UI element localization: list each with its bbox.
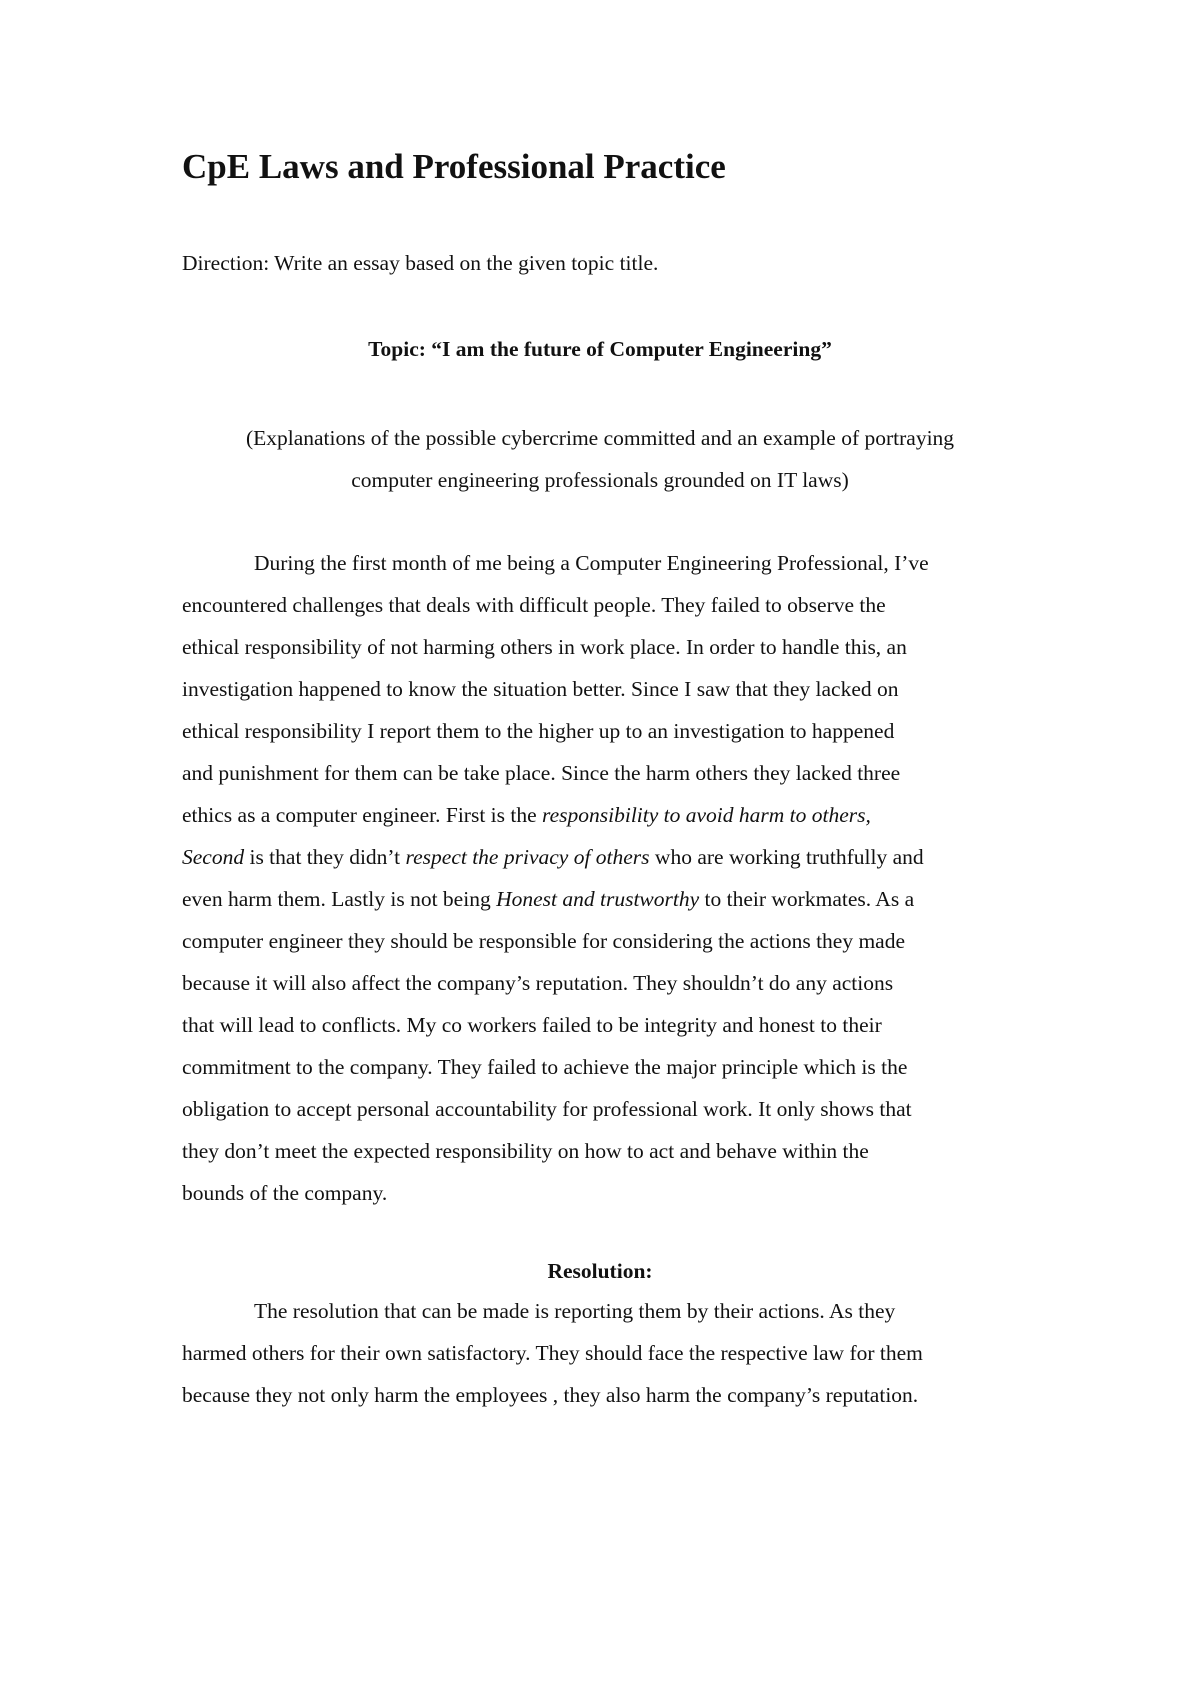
essay-line [182, 794, 1062, 836]
resolution-line: because they not only harm the employees , they also harm the company’s reputation. [182, 1383, 919, 1407]
essay-line: and punishment for them can be take place. Since the harm others they lacked three [182, 761, 901, 785]
essay-emphasis: respect the privacy of others [405, 845, 650, 869]
essay-line: because it will also affect the company’s reputation. They shouldn’t do any actions [182, 971, 894, 995]
explanation-line: computer engineering professionals grounded on IT laws) [351, 468, 849, 492]
essay-line: investigation happened to know the situation better. Since I saw that they lacked on [182, 677, 899, 701]
explanation-line: (Explanations of the possible cybercrime committed and an example of portraying [245, 426, 955, 450]
essay-emphasis: Second [182, 845, 245, 869]
essay-line: ethical responsibility I report them to the higher up to an investigation to happened [182, 719, 895, 743]
direction-text: Direction: Write an essay based on the given topic title. [182, 251, 659, 275]
essay-line: they don’t meet the expected responsibility on how to act and behave within the [182, 1139, 869, 1163]
essay-emphasis: responsibility to avoid harm to others, [542, 803, 871, 827]
resolution-body [182, 1290, 1062, 1416]
essay-text: is that they didn’t [244, 845, 406, 869]
essay-text: who are working truthfully and [649, 845, 924, 869]
topic-heading: Topic: “I am the future of Computer Engineering” [368, 337, 832, 361]
essay-line: that will lead to conflicts. My co workers failed to be integrity and honest to their [182, 1013, 882, 1037]
essay-emphasis: Honest and trustworthy [496, 887, 700, 911]
resolution-line: harmed others for their own satisfactory. They should face the respective law for them [182, 1341, 923, 1365]
resolution-line: The resolution that can be made is reporting them by their actions. As they [254, 1299, 896, 1323]
essay-text: ethics as a computer engineer. First is the [182, 803, 543, 827]
document-title: CpE Laws and Professional Practice [182, 147, 726, 186]
essay-line: commitment to the company. They failed to achieve the major principle which is the [182, 1055, 908, 1079]
essay-text: even harm them. Lastly is not being [182, 887, 497, 911]
essay-line: ethical responsibility of not harming others in work place. In order to handle this, an [182, 635, 907, 659]
essay-line: bounds of the company. [182, 1181, 388, 1205]
resolution-heading: Resolution: [547, 1259, 653, 1283]
topic-explanation [182, 417, 1018, 501]
essay-line [182, 878, 1062, 920]
essay-body [182, 542, 1062, 1214]
essay-line: obligation to accept personal accountability for professional work. It only shows that [182, 1097, 912, 1121]
essay-line: encountered challenges that deals with difficult people. They failed to observe the [182, 593, 886, 617]
essay-line: computer engineer they should be responsible for considering the actions they made [182, 929, 906, 953]
essay-line [182, 836, 1062, 878]
essay-line: During the first month of me being a Computer Engineering Professional, I’ve [254, 551, 929, 575]
essay-text: to their workmates. As a [699, 887, 915, 911]
